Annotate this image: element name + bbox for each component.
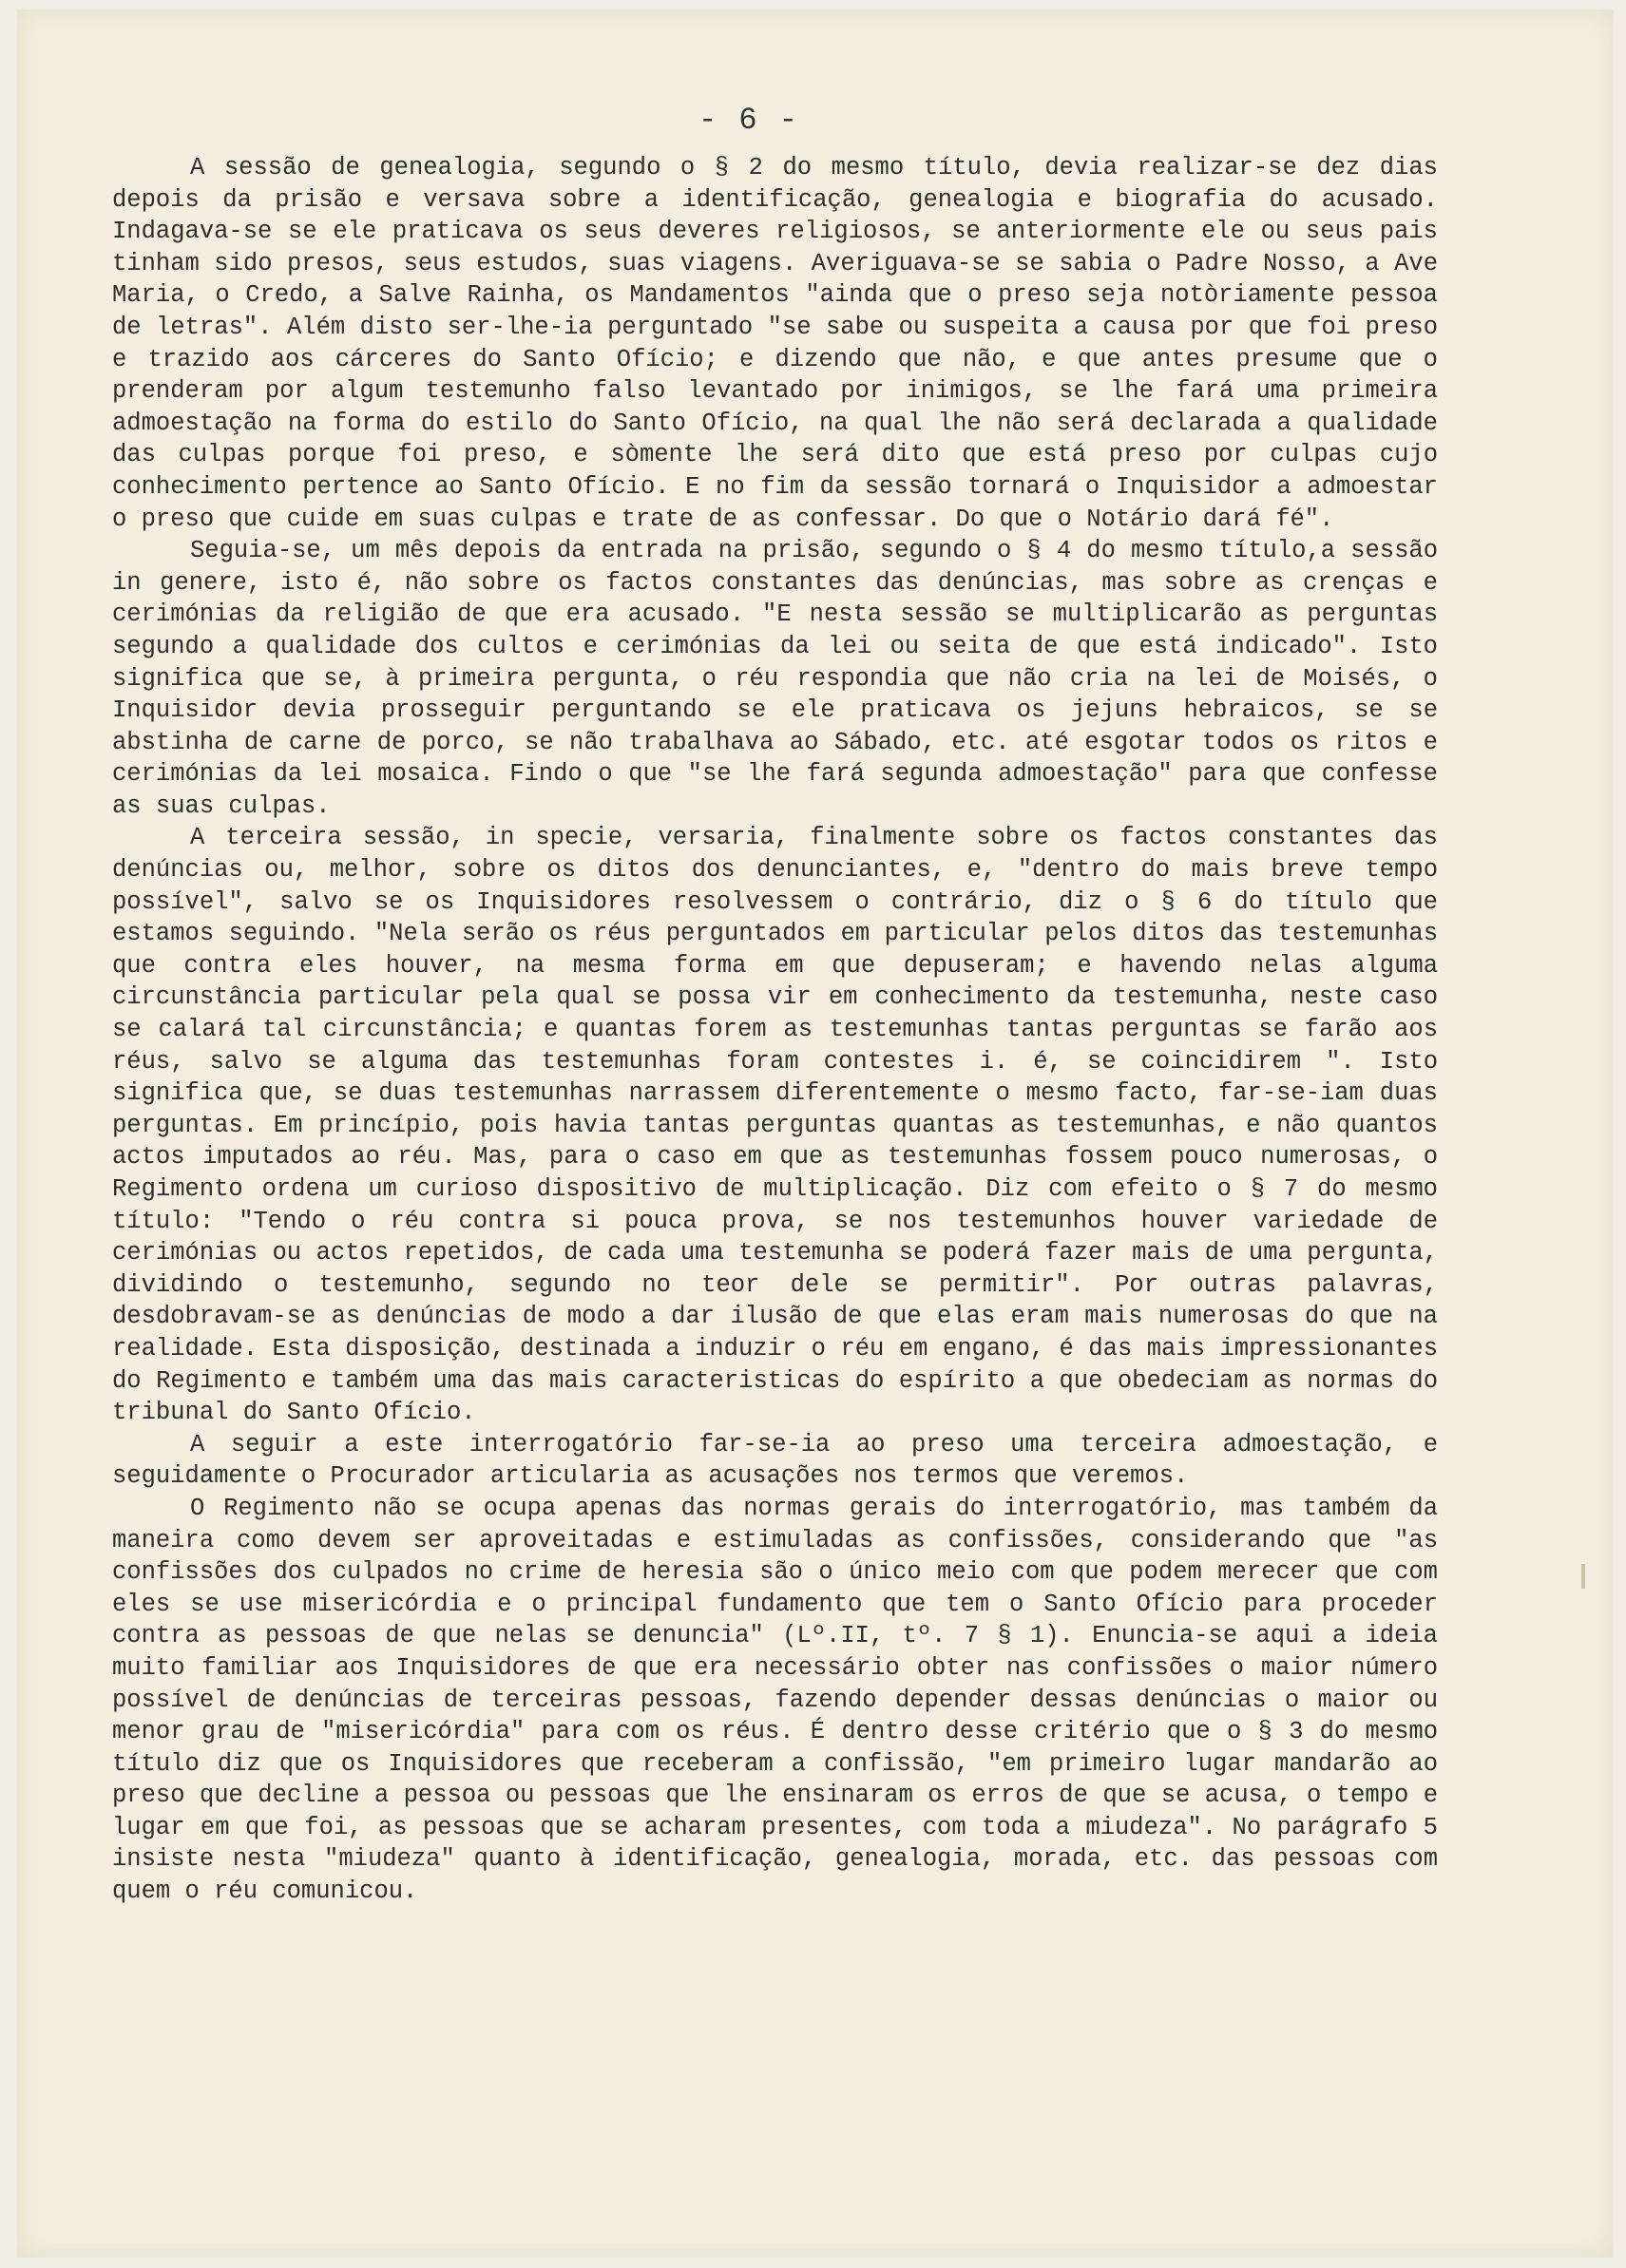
document-page	[17, 10, 1614, 2258]
body-text	[112, 152, 1438, 1908]
paragraph: Seguia-se, um mês depois da entrada na prisão, segundo o § 4 do mesmo título,a sessão in genere, isto é, não sobre os factos constantes das denúncias, mas sobre as crenças e cerimónias da religião de que era acusado. "E nesta sessão se multiplicarão as perguntas segundo a qualidade dos cultos e cerimónias da lei ou seita de que está indicado". Isto significa que se, à primeira pergunta, o réu respondia que não cria na lei de Moisés, o Inquisidor devia prosseguir perguntando se ele praticava os jejuns hebraicos, se se abstinha de carne de porco, se não trabalhava ao Sábado, etc. até esgotar todos os ritos e cerimónias da lei mosaica. Findo o que "se lhe fará segunda admoestação" para que confesse as suas culpas.	[112, 537, 1438, 820]
paragraph: A terceira sessão, in specie, versaria, finalmente sobre os factos constantes das denúncias ou, melhor, sobre os ditos dos denunciantes, e, "dentro do mais breve tempo possível", salvo se os Inquisidores resolvessem o contrário, diz o § 6 do título que estamos seguindo. "Nela serão os réus perguntados em particular pelos ditos das testemunhas que contra eles houver, na mesma forma em que depuseram; e havendo nelas alguma circunstância particular pela qual se possa vir em conhecimento da testemunha, neste caso se calará tal circunstância; e quantas forem as testemunhas tantas perguntas se farão aos réus, salvo se alguma das testemunhas foram contestes i. é, se coincidirem ". Isto significa que, se duas testemunhas narrassem diferentemente o mesmo facto, far-se-iam duas perguntas. Em princípio, pois havia tantas perguntas quantas as testemunhas, e não quantos actos imputados ao réu. Mas, para o caso em que as testemunhas fossem pouco numerosas, o Regimento ordena um curioso dispositivo de multiplicação. Diz com efeito o § 7 do mesmo título: "Tendo o réu contra si pouca prova, se nos testemunhos houver variedade de cerimónias ou actos repetidos, de cada uma testemunha se poderá fazer mais de uma pergunta, dividindo o testemunho, segundo no teor dele se permitir". Por outras palavras, desdobravam-se as denúncias de modo a dar ilusão de que elas eram mais numerosas do que na realidade. Esta disposição, destinada a induzir o réu em engano, é das mais impressionantes do Regimento e também uma das mais caracteristicas do espírito a que obedeciam as normas do tribunal do Santo Ofício.	[112, 824, 1438, 1427]
margin-mark	[1581, 1564, 1585, 1589]
paragraph: A sessão de genealogia, segundo o § 2 do mesmo título, devia realizar-se dez dias depois da prisão e versava sobre a identificação, genealogia e biografia do acusado. Indagava-se se ele praticava os seus deveres religiosos, se anteriormente ele ou seus pais tinham sido presos, seus estudos, suas viagens. Averiguava-se se sabia o Padre Nosso, a Ave Maria, o Credo, a Salve Rainha, os Mandamentos "ainda que o preso seja notòriamente pessoa de letras". Além disto ser-lhe-ia perguntado "se sabe ou suspeita a causa por que foi preso e trazido aos cárceres do Santo Ofício; e dizendo que não, e que antes presume que o prenderam por algum testemunho falso levantado por inimigos, se lhe fará uma primeira admoestação na forma do estilo do Santo Ofício, na qual lhe não será declarada a qualidade das culpas porque foi preso, e sòmente lhe será dito que está preso por culpas cujo conhecimento pertence ao Santo Ofício. E no fim da sessão tornará o Inquisidor a admoestar o preso que cuide em suas culpas e trate de as confessar. Do que o Notário dará fé".	[112, 154, 1438, 533]
paragraph: A seguir a este interrogatório far-se-ia ao preso uma terceira admoestação, e seguidamente o Procurador articularia as acusações nos termos que veremos.	[112, 1430, 1438, 1491]
paragraph: O Regimento não se ocupa apenas das normas gerais do interrogatório, mas também da maneira como devem ser aproveitadas e estimuladas as confissões, considerando que "as confissões dos culpados no crime de heresia são o único meio com que podem merecer que com eles se use misericórdia e o principal fundamento que tem o Santo Ofício para proceder contra as pessoas de que nelas se denuncia" (Lº.II, tº. 7 § 1). Enuncia-se aqui a ideia muito familiar aos Inquisidores de que era necessário obter nas confissões o maior número possível de denúncias de terceiras pessoas, fazendo depender dessas denúncias o maior ou menor grau de "misericórdia" para com os réus. É dentro desse critério que o § 3 do mesmo título diz que os Inquisidores que receberam a confissão, "em primeiro lugar mandarão ao preso que decline a pessoa ou pessoas que lhe ensinaram os erros de que se acusa, o tempo e lugar em que foi, as pessoas que se acharam presentes, com toda a miudeza". No parágrafo 5 insiste nesta "miudeza" quanto à identificação, genealogia, morada, etc. das pessoas com quem o réu comunicou.	[112, 1494, 1438, 1906]
page-number: - 6 -	[698, 103, 799, 138]
